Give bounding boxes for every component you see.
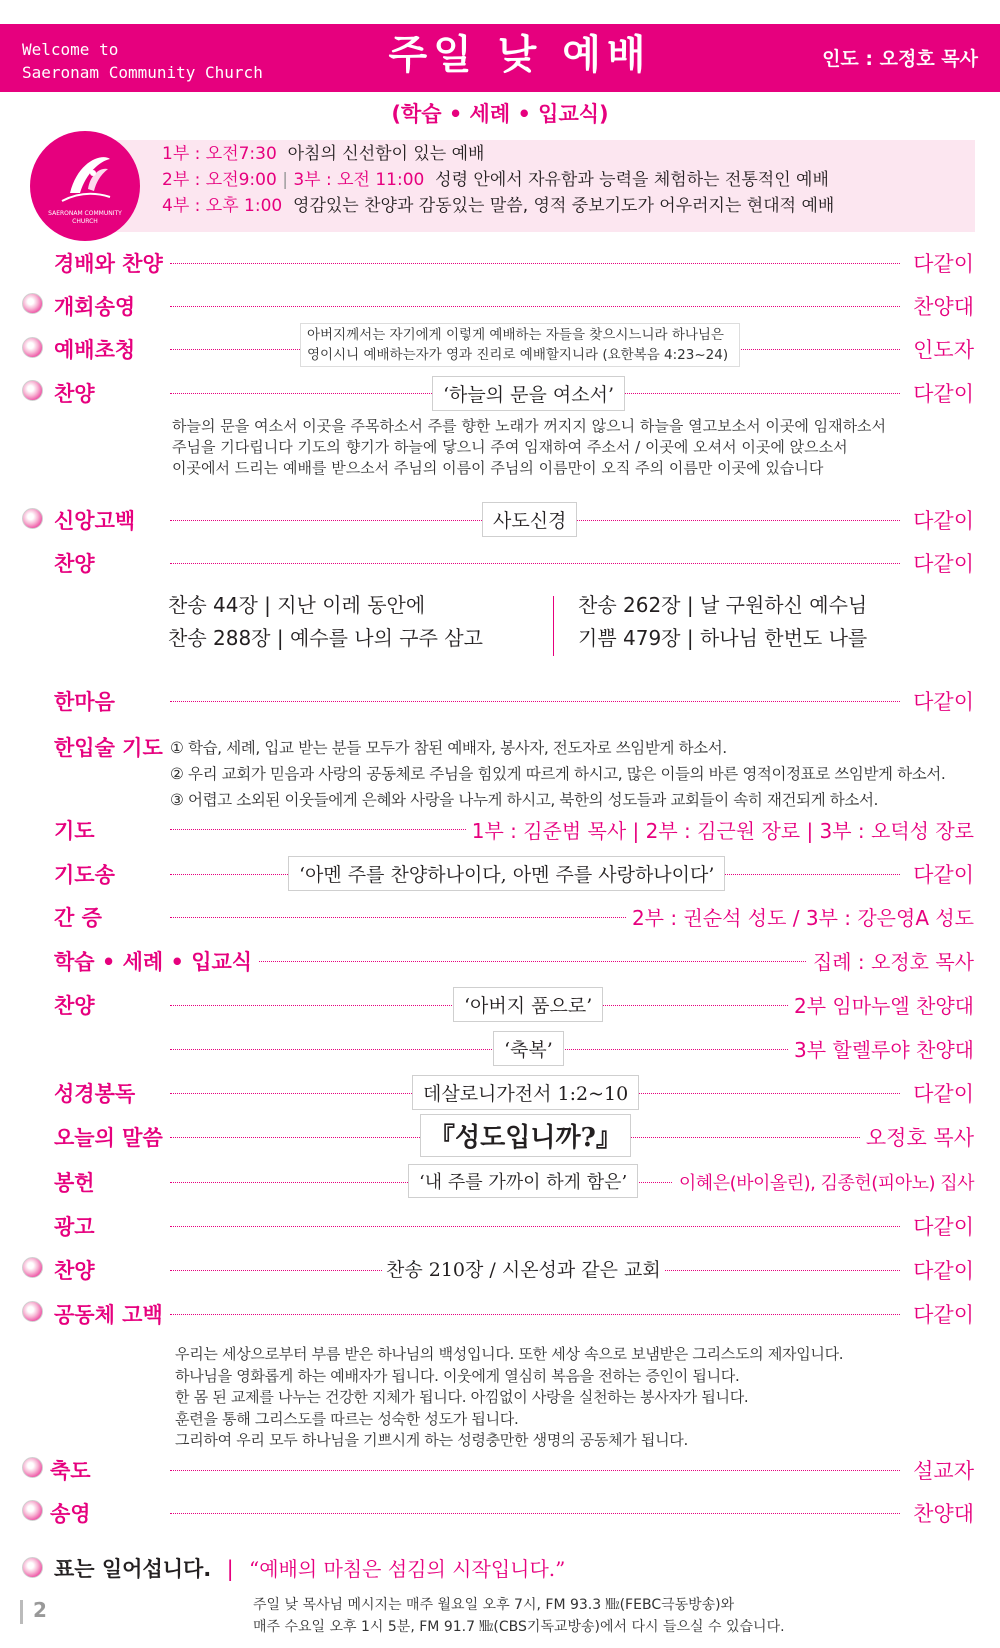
order-resp-sermon: 오정호 목사 xyxy=(860,1122,974,1152)
standing-bullet-icon xyxy=(22,293,43,314)
service-2-desc: 성령 안에서 자유함과 능력을 체험하는 전통적인 예배 xyxy=(435,170,829,190)
service-3-time: 3부 : 오전 11:00 xyxy=(293,170,425,190)
footer-note xyxy=(54,1553,565,1583)
page-title: 주일 낮 예배 xyxy=(388,32,652,78)
order-label-choir: 찬양 xyxy=(54,990,101,1020)
confession-line: 우리는 세상으로부터 부름 받은 하나님의 백성입니다. 또한 세상 속으로 보냄받은 그리스도의 제자입니다. xyxy=(175,1345,844,1363)
hymn-number: 기쁨 479장 xyxy=(578,626,681,650)
service-4 xyxy=(162,193,834,219)
community-confession-text xyxy=(175,1344,843,1452)
order-resp-announcements: 다같이 xyxy=(907,1211,974,1241)
prayer-song-title: ‘아멘 주를 찬양하나이다, 아멘 주를 사랑하나이다’ xyxy=(288,856,725,891)
order-resp-one-heart: 다같이 xyxy=(907,686,974,716)
hymn-divider xyxy=(553,596,554,656)
dotted-leader xyxy=(170,263,900,264)
standing-bullet-icon xyxy=(22,1500,43,1521)
welcome-text xyxy=(22,38,263,84)
worship-leader: 인도 : 오정호 목사 xyxy=(822,48,978,70)
page-subtitle: (학습 • 세례 • 입교식) xyxy=(391,102,609,126)
order-label-unison-prayer: 한입술 기도 xyxy=(54,732,169,762)
page-number-bar xyxy=(20,1600,23,1624)
broadcast-line-2: 매주 수요일 오후 1시 5분, FM 91.7 ㎒(CBS기독교방송)에서 다시 들으실 수 있습니다. xyxy=(253,1619,785,1635)
order-resp-testimony: 2부 : 권순석 성도 / 3부 : 강은영A 성도 xyxy=(626,902,974,931)
hymn-title: 하나님 한번도 나를 xyxy=(699,626,868,650)
hymn-item: 찬송 288장 | 예수를 나의 구주 삼고 xyxy=(168,626,483,650)
order-label-creed: 신앙고백 xyxy=(54,505,141,535)
confession-line: 하나님을 영화롭게 하는 예배자가 됩니다. 이웃에게 열심히 복음을 전하는 증인이 됩니다. xyxy=(175,1366,740,1385)
lyrics-line: 주님을 기다립니다 기도의 향기가 하늘에 닿으니 주여 임재하여 주소서 / 이곳에 오셔서 이곳에 앉으소서 xyxy=(172,438,848,456)
order-label-scripture: 성경봉독 xyxy=(54,1078,141,1108)
choir-song-2: ‘아버지 품으로’ xyxy=(453,987,603,1022)
order-resp-hymns: 다같이 xyxy=(907,548,974,578)
order-resp-closing-hymn: 다같이 xyxy=(907,1255,974,1285)
dotted-leader xyxy=(170,1226,900,1227)
praise-song-title: ‘하늘의 문을 여소서’ xyxy=(432,376,625,411)
closing-quote: “예배의 마침은 섬김의 시작입니다.” xyxy=(249,1557,566,1581)
order-resp-praise-worship: 다같이 xyxy=(907,248,974,278)
praise-lyrics xyxy=(172,416,886,479)
order-label-hymns: 찬양 xyxy=(54,548,101,578)
hymn-title: 예수를 나의 구주 삼고 xyxy=(289,626,483,650)
service-separator: | xyxy=(282,170,288,190)
order-resp-praise: 다같이 xyxy=(907,378,974,408)
dotted-leader xyxy=(170,1314,900,1315)
standing-bullet-icon xyxy=(22,1557,43,1578)
order-resp-baptism: 집례 : 오정호 목사 xyxy=(807,946,974,975)
dotted-leader xyxy=(170,1513,900,1514)
hymn-title: 날 구원하신 예수님 xyxy=(699,593,868,617)
standing-bullet-icon xyxy=(22,380,43,401)
order-resp-creed: 다같이 xyxy=(907,505,974,535)
unison-prayers xyxy=(170,735,945,813)
broadcast-info xyxy=(253,1594,785,1638)
order-label-praise: 찬양 xyxy=(54,378,101,408)
standing-bullet-icon xyxy=(22,1301,43,1322)
service-1-desc: 아침의 신선함이 있는 예배 xyxy=(287,144,485,164)
hymn-number: 찬송 44장 xyxy=(168,593,258,617)
hymn-number: 찬송 262장 xyxy=(578,593,681,617)
service-4-desc: 영감있는 찬양과 감동있는 말씀, 영적 중보기도가 어우러지는 현대적 예배 xyxy=(293,196,835,216)
service-1 xyxy=(162,141,484,167)
welcome-line2: Saeronam Community Church xyxy=(22,63,263,82)
dotted-leader xyxy=(170,306,900,307)
dotted-leader xyxy=(170,563,900,564)
hymn-item: 기쁨 479장 | 하나님 한번도 나를 xyxy=(578,626,868,650)
dotted-leader xyxy=(170,701,900,702)
choir-song-3: ‘축복’ xyxy=(493,1031,564,1066)
stand-note: 표는 일어섭니다. xyxy=(54,1557,212,1581)
dotted-leader xyxy=(170,961,900,962)
hymn-title: 지난 이레 동안에 xyxy=(277,593,426,617)
confession-line: 훈련을 통해 그리스도를 따르는 성숙한 성도가 됩니다. xyxy=(175,1409,519,1428)
hymn-item: 찬송 44장 | 지난 이레 동안에 xyxy=(168,593,426,617)
closing-hymn-title: 찬송 210장 / 시온성과 같은 교회 xyxy=(382,1255,665,1282)
lyrics-line: 하늘의 문을 여소서 이곳을 주목하소서 주를 향한 노래가 꺼지지 않으니 하늘을 열고보소서 이곳에 임재하소서 xyxy=(172,417,887,435)
order-resp-doxology: 찬양대 xyxy=(907,1498,974,1528)
page-number: 2 xyxy=(33,1598,47,1622)
invitation-verse: 아버지께서는 자기에게 이렇게 예배하는 자들을 찾으시느니라 하나님은 영이시니 예배하는자가 영과 진리로 예배할지니라 (요한복음 4:23~24) xyxy=(300,323,740,367)
order-label-closing-hymn: 찬양 xyxy=(54,1255,101,1285)
creed-title: 사도신경 xyxy=(482,502,577,537)
order-label-benediction: 축도 xyxy=(50,1455,97,1485)
order-label-prayer: 기도 xyxy=(54,815,101,845)
footer-divider: | xyxy=(226,1557,234,1581)
confession-line: 그리하여 우리 모두 하나님을 기쁘시게 하는 성령충만한 생명의 공동체가 됩니다. xyxy=(175,1431,688,1449)
order-label-invitation: 예배초청 xyxy=(54,334,141,364)
order-label-opening: 개회송영 xyxy=(54,291,141,321)
order-resp-choir-2: 2부 임마누엘 찬양대 xyxy=(788,990,974,1019)
order-resp-community-confession: 다같이 xyxy=(907,1299,974,1329)
order-label-community-confession: 공동체 고백 xyxy=(54,1299,169,1329)
service-4-time: 4부 : 오후 1:00 xyxy=(162,196,283,216)
order-label-prayer-song: 기도송 xyxy=(54,859,121,889)
service-2 xyxy=(162,167,829,193)
dotted-leader xyxy=(170,1470,900,1471)
offering-song-title: ‘내 주를 가까이 하게 함은’ xyxy=(408,1164,638,1198)
order-resp-prayer-leaders: 1부 : 김준범 목사 | 2부 : 김근원 장로 | 3부 : 오덕성 장로 xyxy=(466,815,974,844)
church-logo-text: SAERONAM COMMUNITY CHURCH xyxy=(48,210,122,225)
prayer-item: ① 학습, 세례, 입교 받는 분들 모두가 참된 예배자, 봉사자, 전도자로 쓰임받게 하소서. xyxy=(170,739,727,757)
order-resp-prayer-song: 다같이 xyxy=(907,859,974,889)
scripture-reference: 데살로니가전서 1:2~10 xyxy=(412,1075,639,1110)
order-resp-opening: 찬양대 xyxy=(907,291,974,321)
standing-bullet-icon xyxy=(22,337,43,358)
church-logo xyxy=(30,131,140,241)
hymn-number: 찬송 288장 xyxy=(168,626,271,650)
welcome-line1: Welcome to xyxy=(22,40,119,59)
service-1-time: 1부 : 오전7:30 xyxy=(162,144,277,164)
lyrics-line: 이곳에서 드리는 예배를 받으소서 주님의 이름이 주님의 이름만이 오직 주의 이름만 이곳에 있습니다 xyxy=(172,459,824,477)
standing-bullet-icon xyxy=(22,1457,43,1478)
order-resp-offering: 이혜은(바이올린), 김종헌(피아노) 집사 xyxy=(673,1169,974,1195)
order-label-offering: 봉헌 xyxy=(54,1167,101,1197)
prayer-item: ③ 어렵고 소외된 이웃들에게 은혜와 사랑을 나누게 하시고, 북한의 성도들과 교회들이 속히 재건되게 하소서. xyxy=(170,791,879,809)
prayer-item: ② 우리 교회가 믿음과 사랑의 공동체로 주님을 힘있게 따르게 하시고, 많은 이들의 바른 영적이정표로 쓰임받게 하소서. xyxy=(170,765,946,783)
order-resp-invitation: 인도자 xyxy=(907,334,974,364)
standing-bullet-icon xyxy=(22,1257,43,1278)
confession-line: 한 몸 된 교제를 나누는 건강한 지체가 됩니다. 아낌없이 사랑을 실천하는 봉사자가 됩니다. xyxy=(175,1388,749,1406)
order-resp-scripture: 다같이 xyxy=(907,1078,974,1108)
service-2-time: 2부 : 오전9:00 xyxy=(162,170,277,190)
standing-bullet-icon xyxy=(22,508,43,529)
order-label-doxology: 송영 xyxy=(50,1498,97,1528)
sermon-title: 『성도입니까?』 xyxy=(420,1114,631,1157)
broadcast-line-1: 주일 낮 목사님 메시지는 매주 월요일 오후 7시, FM 93.3 ㎒(FEBC극동방송)와 xyxy=(253,1597,735,1613)
order-label-testimony: 간 증 xyxy=(54,902,108,932)
order-label-praise-worship: 경배와 찬양 xyxy=(54,248,169,278)
order-resp-benediction: 설교자 xyxy=(907,1455,974,1485)
order-resp-choir-3: 3부 할렐루야 찬양대 xyxy=(788,1034,974,1063)
order-label-one-heart: 한마음 xyxy=(54,686,121,716)
order-label-announcements: 광고 xyxy=(54,1211,101,1241)
order-label-baptism: 학습 • 세례 • 입교식 xyxy=(54,946,258,976)
hymn-item: 찬송 262장 | 날 구원하신 예수님 xyxy=(578,593,868,617)
order-label-sermon: 오늘의 말씀 xyxy=(54,1122,169,1152)
